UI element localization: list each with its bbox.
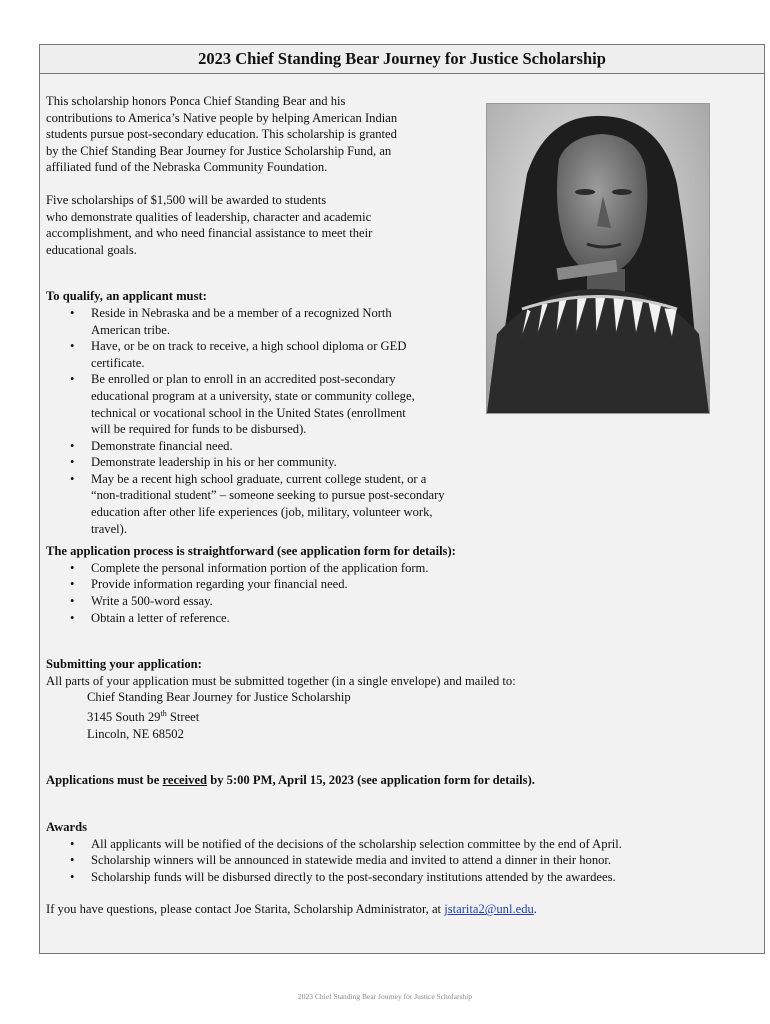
mailing-address xyxy=(46,689,746,742)
list-item: • May be a recent high school graduate, current college student, or a “non-traditional student” – someone seeking to pursue post-secondary education after other life experiences (job, military, volunteer work, travel). xyxy=(91,471,746,537)
contact-line: If you have questions, please contact Joe Starita, Scholarship Administrator, at jstarita2@unl.edu. xyxy=(46,902,537,917)
list-item: • All applicants will be notified of the decisions of the scholarship selection committee by the end of April. xyxy=(91,836,746,853)
scholarship-flyer xyxy=(39,44,765,954)
list-item: • Have, or be on track to receive, a high school diploma or GED certificate. xyxy=(91,338,746,371)
address-line-2: 3145 South 29th Street xyxy=(87,709,200,725)
list-item: • Write a 500-word essay. xyxy=(91,593,746,610)
process-heading: The application process is straightforward (see application form for details): xyxy=(46,544,456,559)
qualify-heading: To qualify, an applicant must: xyxy=(46,289,207,304)
list-item: • Provide information regarding your financial need. xyxy=(91,576,746,593)
contact-email-link[interactable]: jstarita2@unl.edu xyxy=(444,902,534,917)
awards-list xyxy=(46,836,746,886)
submit-text: All parts of your application must be submitted together (in a single envelope) and mailed to: xyxy=(46,673,516,688)
list-item: • Demonstrate leadership in his or her community. xyxy=(91,454,746,471)
list-item: • Scholarship winners will be announced in statewide media and invited to attend a dinner in their honor. xyxy=(91,852,746,869)
list-item: • Demonstrate financial need. xyxy=(91,438,746,455)
awards-heading: Awards xyxy=(46,819,88,834)
intro-paragraph-2: Five scholarships of $1,500 will be awarded to students who demonstrate qualities of leadership, character and academic accomplishment, and who need financial assistance to meet their educational goals. xyxy=(46,192,373,257)
qualify-list xyxy=(46,305,746,537)
title-bar xyxy=(40,45,764,74)
flyer-content xyxy=(46,93,746,918)
address-line-1: Chief Standing Bear Journey for Justice Scholarship xyxy=(87,690,351,705)
list-item: • Be enrolled or plan to enroll in an accredited post-secondary educational program at a university, state or community college, technical or vocational school in the United States (enrollment will be required for funds to be disbursed). xyxy=(91,371,746,437)
page-footer: 2023 Chief Standing Bear Journey for Justice Scholarship xyxy=(298,992,472,1001)
list-item: • Scholarship funds will be disbursed directly to the post-secondary institutions attended by the awardees. xyxy=(91,869,746,886)
process-list xyxy=(46,560,746,626)
list-item: • Obtain a letter of reference. xyxy=(91,610,746,627)
deadline-notice: Applications must be received by 5:00 PM, April 15, 2023 (see application form for details). xyxy=(46,773,535,788)
submit-heading: Submitting your application: xyxy=(46,657,202,672)
page-title: 2023 Chief Standing Bear Journey for Justice Scholarship xyxy=(198,49,606,68)
address-line-3: Lincoln, NE 68502 xyxy=(87,726,184,741)
list-item: • Reside in Nebraska and be a member of a recognized North American tribe. xyxy=(91,305,746,338)
list-item: • Complete the personal information portion of the application form. xyxy=(91,560,746,577)
intro-paragraph-1: This scholarship honors Ponca Chief Standing Bear and his contributions to America’s Native people by helping American Indian students pursue post-secondary education. This scholarship is granted by the Chief Standing Bear Journey for Justice Scholarship Fund, an affiliated fund of the Nebraska Community Foundation. xyxy=(46,94,398,175)
